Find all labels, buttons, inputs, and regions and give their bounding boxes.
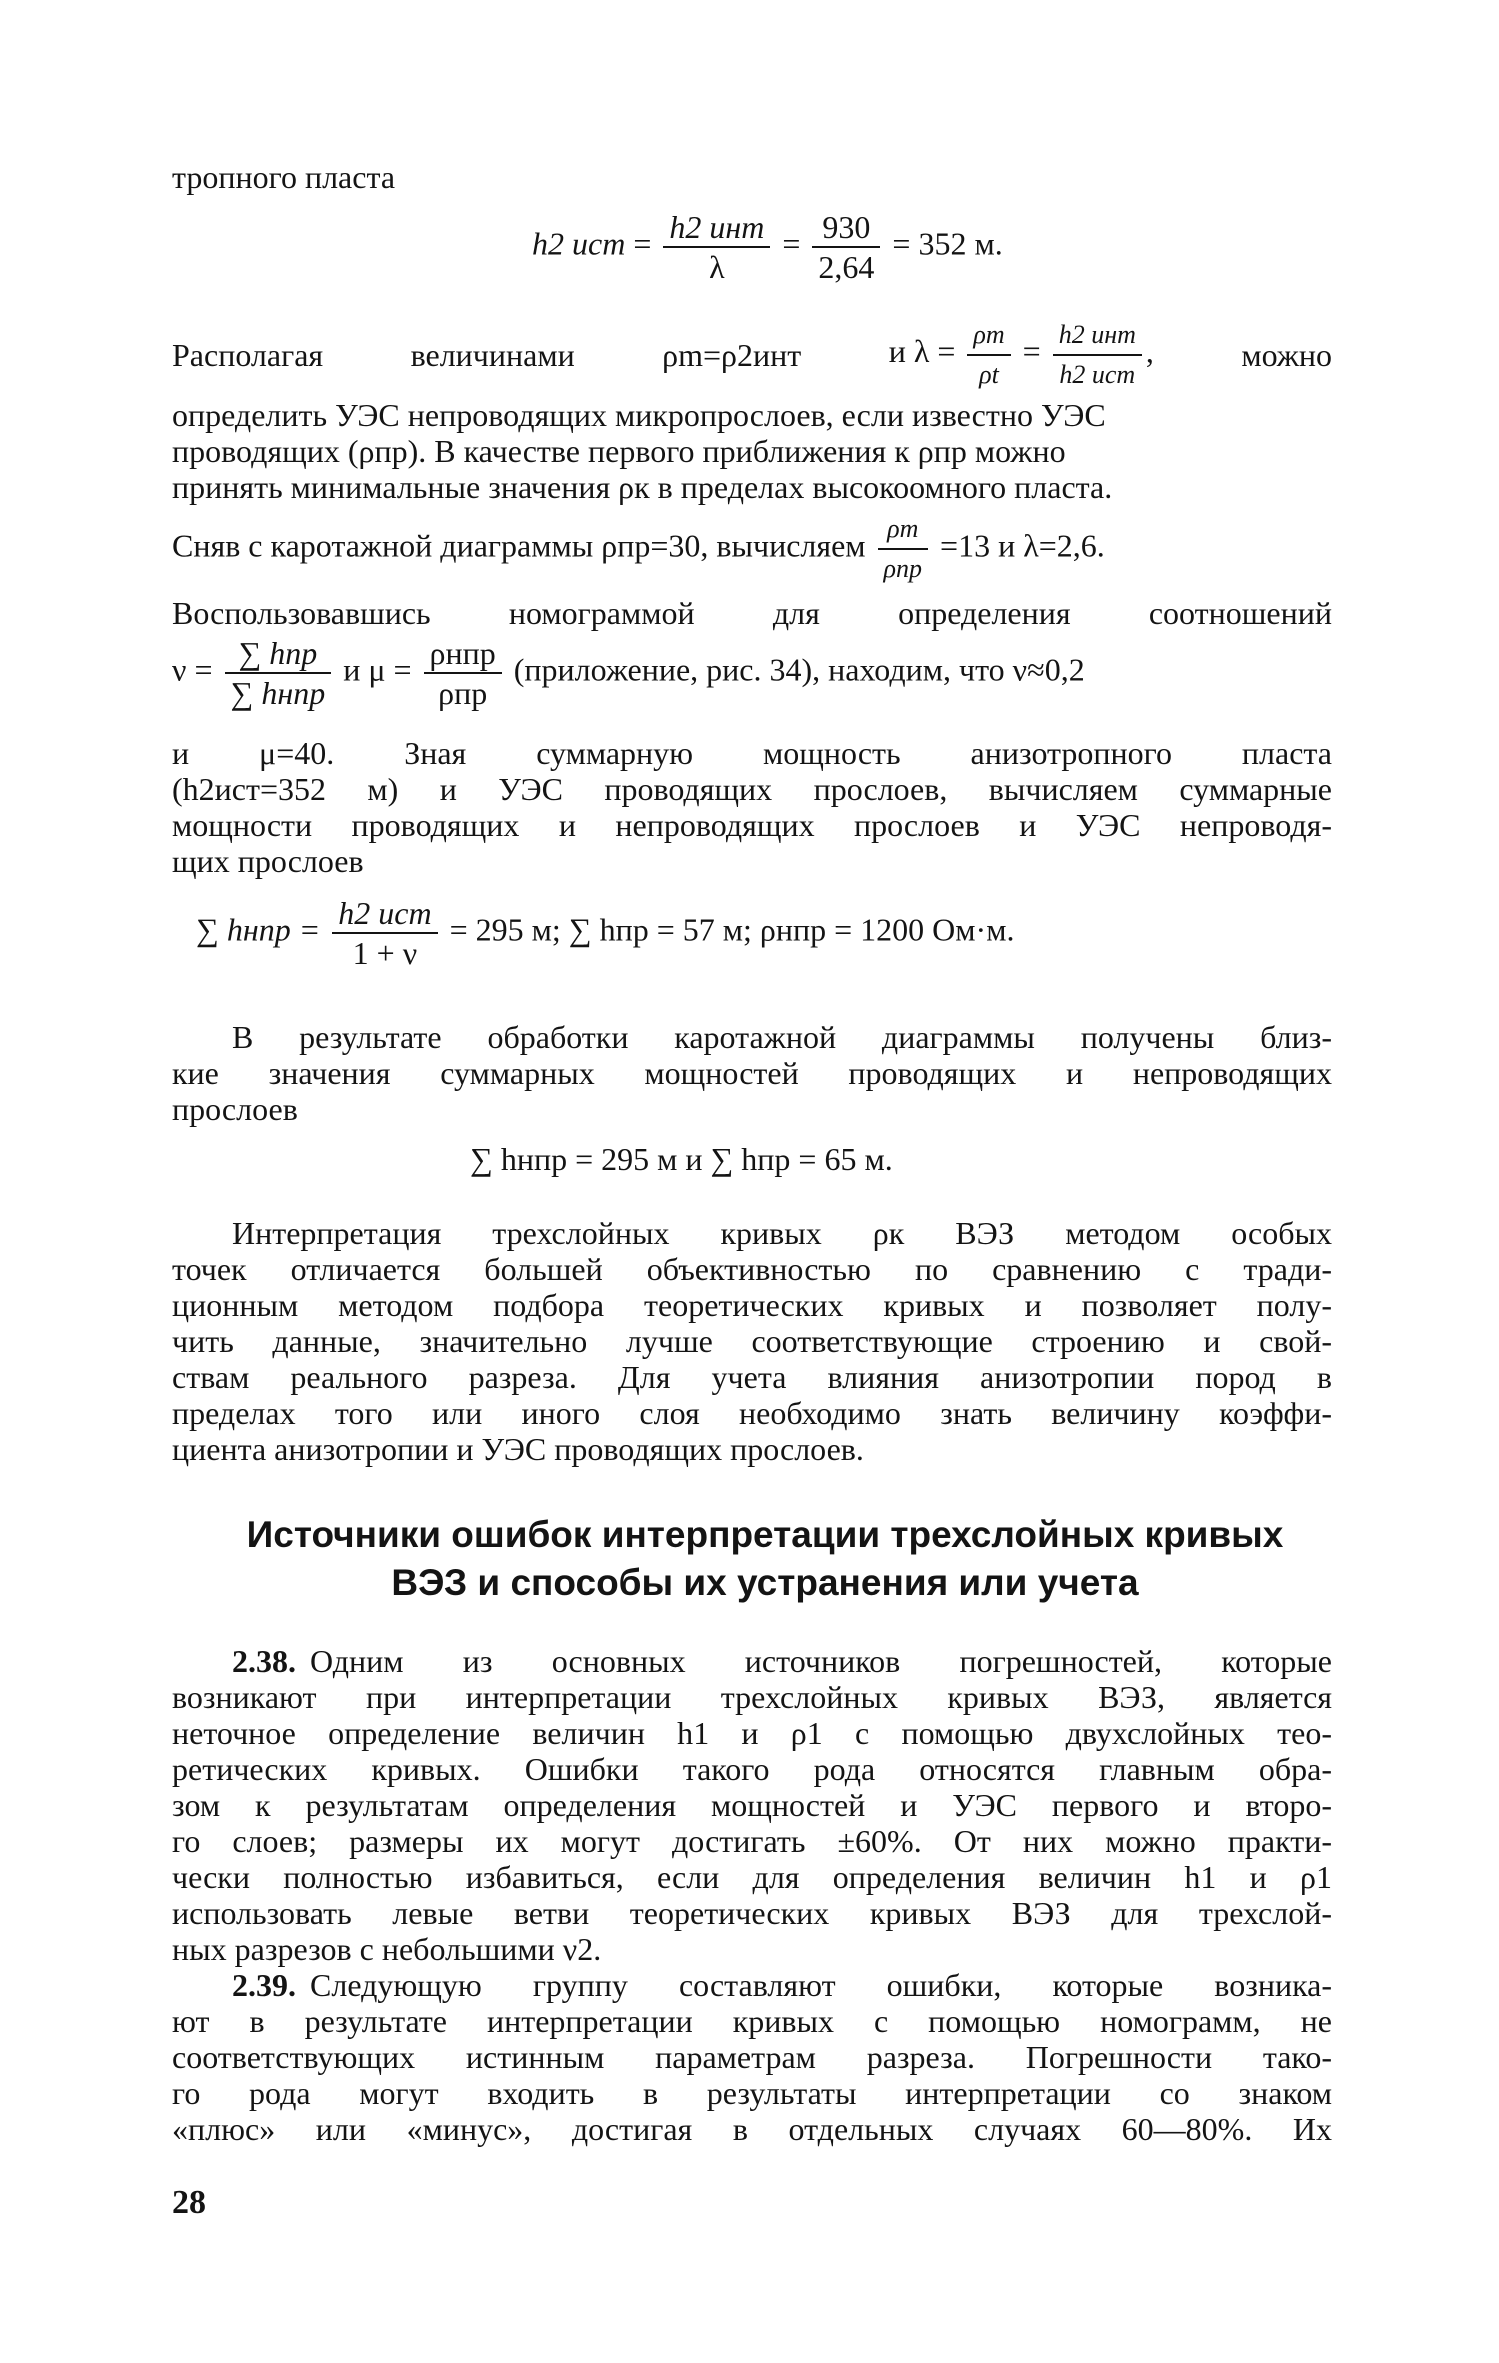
- text-line: «плюс» или «минус», достигая в отдельных случаях 60—80%. Их: [172, 2111, 1332, 2147]
- text-line: (h2ист=352 м) и УЭС проводящих прослоев, вычисляем суммарные: [172, 771, 1332, 807]
- text-line: соответствующих истинным параметрам разреза. Погрешности тако-: [172, 2039, 1332, 2075]
- formula-sums: ∑ hнпр = 295 м и ∑ hпр = 65 м.: [470, 1141, 893, 1177]
- formula-result: = 352 м.: [892, 225, 1003, 262]
- paragraph-number: 2.38.: [232, 1643, 296, 1679]
- section-heading: ВЭЗ и способы их устранения или учета: [391, 1562, 1139, 1603]
- text-line: Располагая величинами ρm=ρ2инт и λ = $\frac{\rho m}{\rho t}$ = $\frac{\text{h2 инт}}{\text{h2 ист}}$ , можно: [172, 320, 1332, 389]
- text-line: пределах того или иного слоя необходимо знать величину коэффи-: [172, 1395, 1332, 1431]
- formula-fraction: $\frac{\text{h2 инт}}{\lambda}$: [663, 210, 770, 284]
- text-line: и μ=40. Зная суммарную мощность анизотропного пласта: [172, 735, 1332, 771]
- text-line: принять минимальные значения ρк в пределах высокоомного пласта.: [172, 469, 1113, 505]
- text-line: кие значения суммарных мощностей проводящих и непроводящих: [172, 1055, 1332, 1091]
- text-line: ют в результате интерпретации кривых с помощью номограмм, не: [172, 2003, 1332, 2039]
- text-line: чить данные, значительно лучше соответствующие строению и свой-: [172, 1323, 1332, 1359]
- text-line: использовать левые ветви теоретических кривых ВЭЗ для трехслой-: [172, 1895, 1332, 1931]
- text-line: циента анизотропии и УЭС проводящих прослоев.: [172, 1431, 864, 1467]
- text-line: щих прослоев: [172, 843, 364, 879]
- text-line: го рода могут входить в результаты интерпретации со знаком: [172, 2075, 1332, 2111]
- text-line: го слоев; размеры их могут достигать ±60%. От них можно практи-: [172, 1823, 1332, 1859]
- text-line: Сняв с каротажной диаграммы ρпр=30, вычисляем $\frac{\rho m}{\text{ρпр}}$ =13 и λ=2,6.: [172, 514, 1105, 583]
- text-line: 2.38. Одним из основных источников погрешностей, которые: [232, 1643, 1332, 1679]
- text-line: мощности проводящих и непроводящих прослоев и УЭС непроводя-: [172, 807, 1332, 843]
- text-line: неточное определение величин h1 и ρ1 с помощью двухслойных тео-: [172, 1715, 1332, 1751]
- text-line: Интерпретация трехслойных кривых ρк ВЭЗ методом особых: [232, 1215, 1332, 1251]
- text-line: В результате обработки каротажной диаграммы получены близ-: [232, 1019, 1332, 1055]
- text-line: прослоев: [172, 1091, 298, 1127]
- paragraph-number: 2.39.: [232, 1967, 296, 2003]
- formula-h2-ist: h2 ист = $\frac{\text{h2 инт}}{\lambda}$ = $\frac{930}{2,64}$ = 352 м.: [532, 209, 1003, 285]
- text-line: тропного пласта: [172, 159, 396, 195]
- text-line: точек отличается большей объективностью по сравнению с тради-: [172, 1251, 1332, 1287]
- text-line: 2.39. Следующую группу составляют ошибки, которые возника-: [232, 1967, 1332, 2003]
- text-line: ретических кривых. Ошибки такого рода относятся главным обра-: [172, 1751, 1332, 1787]
- text-line: зом к результатам определения мощностей и УЭС первого и второ-: [172, 1787, 1332, 1823]
- page-number: 28: [172, 2184, 206, 2221]
- text-line: ционным методом подбора теоретических кривых и позволяет полу-: [172, 1287, 1332, 1323]
- text-line: возникают при интерпретации трехслойных кривых ВЭЗ, является: [172, 1679, 1332, 1715]
- text-line: проводящих (ρпр). В качестве первого приближения к ρпр можно: [172, 433, 1066, 469]
- text-line: ствам реального разреза. Для учета влияния анизотропии пород в: [172, 1359, 1332, 1395]
- formula-lhs: h2 ист: [532, 225, 626, 262]
- text-line: определить УЭС непроводящих микропрослоев, если известно УЭС: [172, 397, 1106, 433]
- formula-sum-hnpr: ∑ hнпр = $\frac{\text{h2 ист}}{1 + \nu}$ = 295 м; ∑ hпр = 57 м; ρнпр = 1200 Ом·м.: [196, 895, 1015, 971]
- formula-fraction: $\frac{930}{2,64}$: [812, 210, 880, 284]
- formula-nu-mu: ν = $\frac{\text{∑ hпр}}{\text{∑ hнпр}}$ и μ = $\frac{\text{ρнпр}}{\text{ρпр}}$ (приложение, рис. 34), находим, что ν≈0,2: [172, 635, 1085, 711]
- text-line: чески полностью избавиться, если для определения величин h1 и ρ1: [172, 1859, 1332, 1895]
- text-line: Воспользовавшись номограммой для определения соотношений: [172, 595, 1332, 631]
- text-line: ных разрезов с небольшими ν2.: [172, 1931, 602, 1967]
- section-heading: Источники ошибок интерпретации трехслойных кривых: [246, 1514, 1284, 1555]
